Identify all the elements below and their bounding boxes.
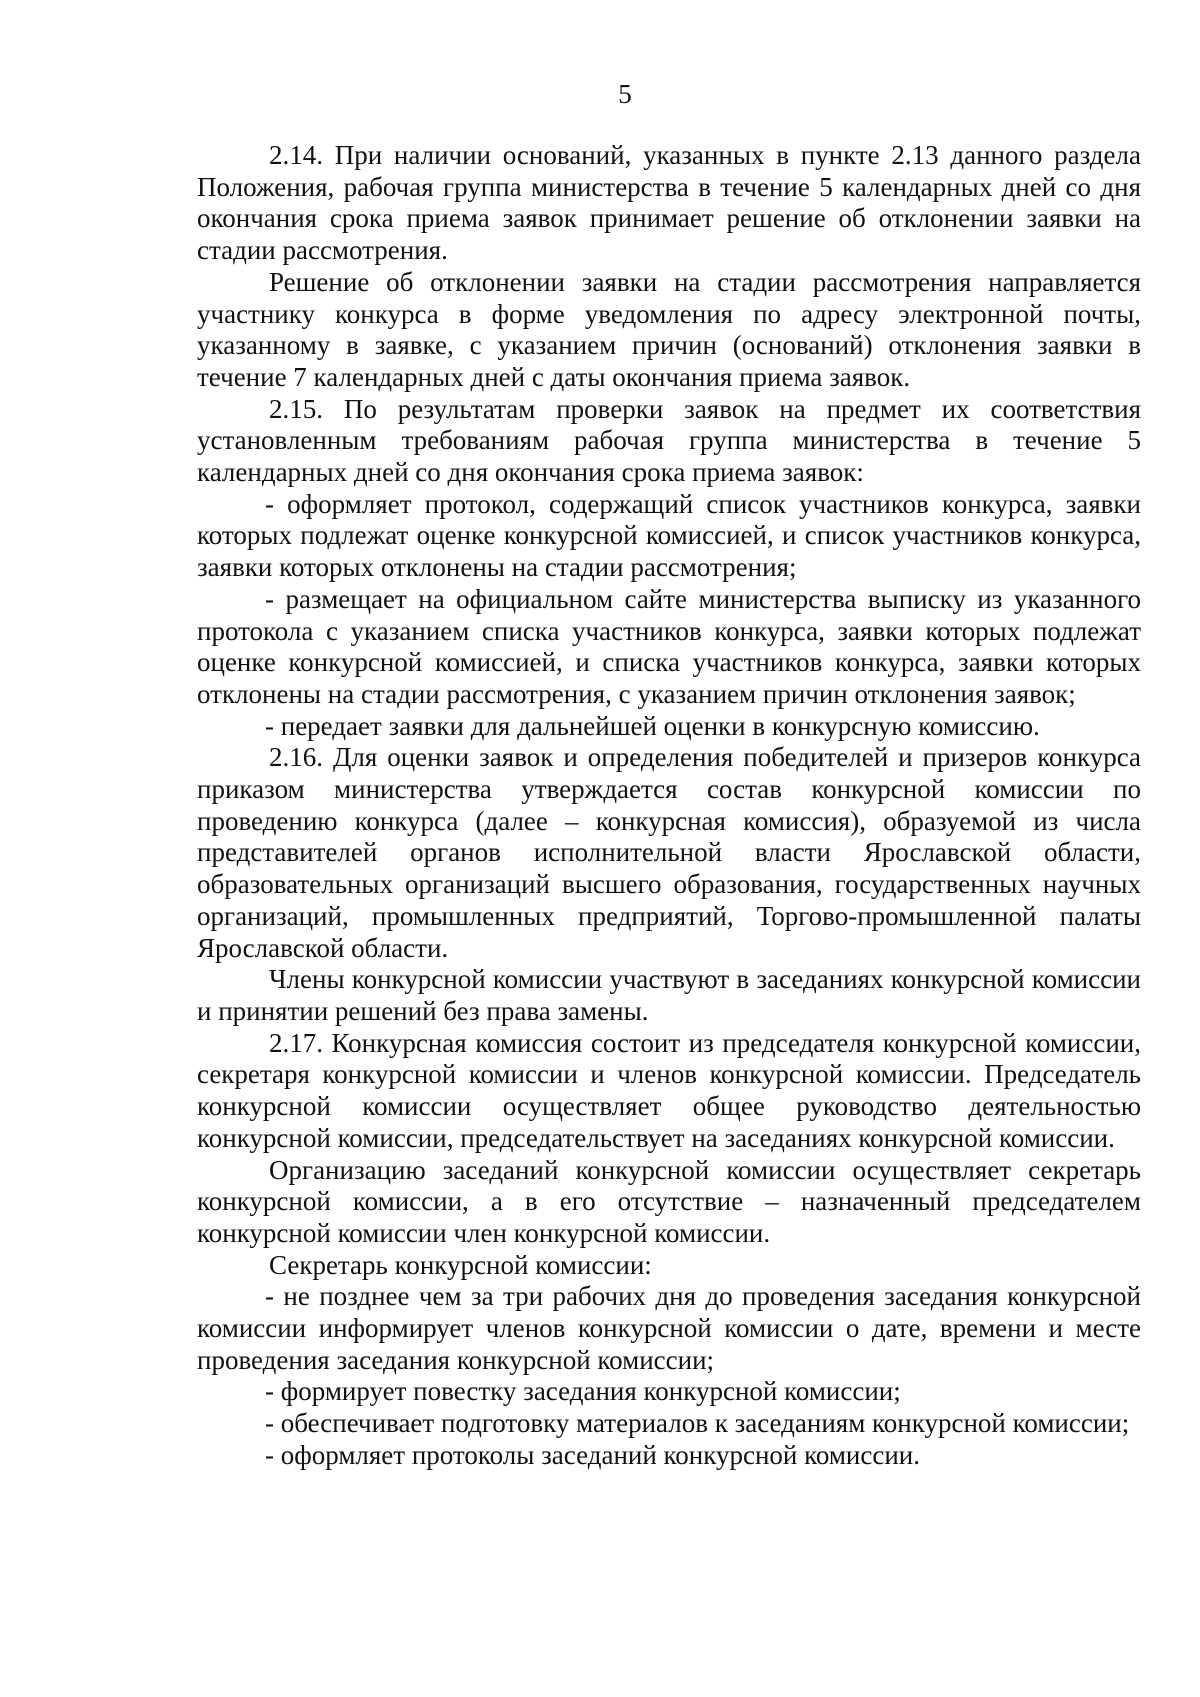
paragraph-meeting-organization: Организацию заседаний конкурсной комиссии осуществляет секретарь конкурсной комиссии, а в его отсутствие – назначенный председателем конкурсной комиссии член конкурсной комиссии. bbox=[197, 1154, 1141, 1248]
paragraph-2-17: 2.17. Конкурсная комиссия состоит из председателя конкурсной комиссии, секретаря конкурсной комиссии и членов конкурсной комиссии. Председатель конкурсной комиссии осуществляет общее руководство деятельностью конкурсной комиссии, председательствует на заседаниях конкурсной комиссии. bbox=[197, 1027, 1141, 1153]
list-item-minutes: - оформляет протоколы заседаний конкурсной комиссии. bbox=[265, 1439, 920, 1470]
paragraph-rejection-notice: Решение об отклонении заявки на стадии рассмотрения направляется участнику конкурса в форме уведомления по адресу электронной почты, указанному в заявке, с указанием причин (оснований) отклонения заявки в течение 7 календарных дней с даты окончания приема заявок. bbox=[197, 266, 1141, 392]
paragraph-secretary-heading: Секретарь конкурсной комиссии: bbox=[269, 1249, 652, 1280]
paragraph-2-14: 2.14. При наличии оснований, указанных в пункте 2.13 данного раздела Положения, рабочая группа министерства в течение 5 календарных дней со дня окончания срока приема заявок принимает решение об отклонении заявки на стадии рассмотрения. bbox=[197, 140, 1141, 266]
list-item-prepare-materials: - обеспечивает подготовку материалов к заседаниям конкурсной комиссии; bbox=[265, 1408, 1130, 1439]
list-item-publish-extract: - размещает на официальном сайте министерства выписку из указанного протокола с указанием списка участников конкурса, заявки которых подлежат оценке конкурсной комиссией, и списка участников конкурса, заявки которых отклонены на стадии рассмотрения, с указанием причин отклонения заявок; bbox=[197, 583, 1141, 709]
list-item-transfer-applications: - передает заявки для дальнейшей оценки в конкурсную комиссию. bbox=[265, 710, 1040, 741]
paragraph-commission-members: Члены конкурсной комиссии участвуют в заседаниях конкурсной комиссии и принятии решений без права замены. bbox=[197, 964, 1141, 1026]
paragraph-2-15: 2.15. По результатам проверки заявок на предмет их соответствия установленным требованиям рабочая группа министерства в течение 5 календарных дней со дня окончания срока приема заявок: bbox=[197, 393, 1141, 488]
list-item-agenda: - формирует повестку заседания конкурсной комиссии; bbox=[265, 1376, 901, 1407]
list-item-protocol: - оформляет протокол, содержащий список участников конкурса, заявки которых подлежат оценке конкурсной комиссией, и список участников конкурса, заявки которых отклонены на стадии рассмотрения; bbox=[197, 488, 1141, 583]
paragraph-2-16: 2.16. Для оценки заявок и определения победителей и призеров конкурса приказом министерства утверждается состав конкурсной комиссии по проведению конкурса (далее – конкурсная комиссия), образуемой из числа представителей органов исполнительной власти Ярославской области, образовательных организаций высшего образования, государственных научных организаций, промышленных предприятий, Торгово-промышленной палаты Ярославской области. bbox=[197, 742, 1141, 963]
list-item-inform-members: - не позднее чем за три рабочих дня до проведения заседания конкурсной комиссии информирует членов конкурсной комиссии о дате, времени и месте проведения заседания конкурсной комиссии; bbox=[197, 1281, 1141, 1375]
document-body bbox=[197, 140, 1141, 1472]
page-number: 5 bbox=[618, 79, 632, 109]
